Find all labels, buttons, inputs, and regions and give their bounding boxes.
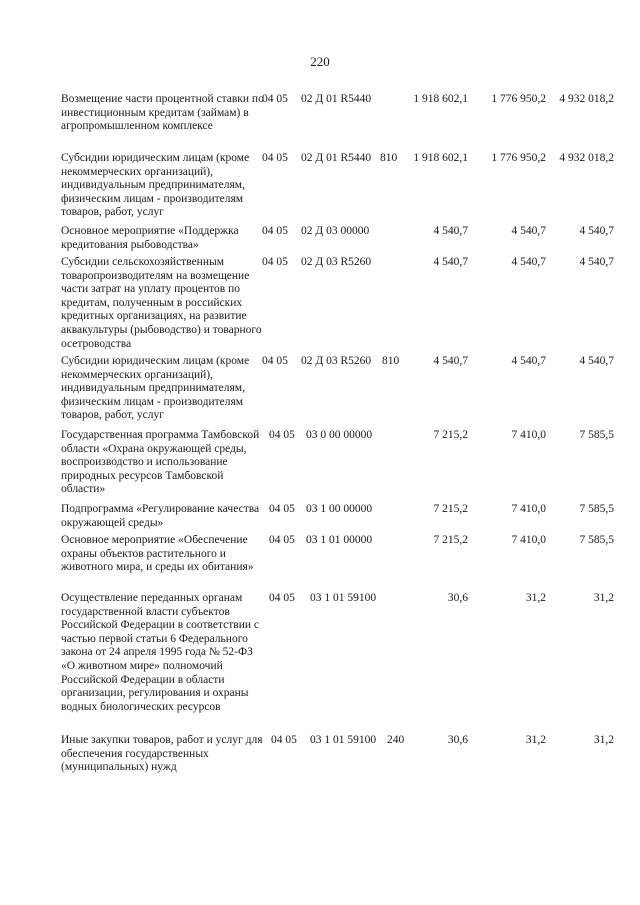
row-section: 04 05 xyxy=(262,225,288,237)
row-value-2: 7 410,0 xyxy=(511,503,546,515)
row-name: Основное мероприятие «Поддержка кредитования рыбоводства» xyxy=(61,225,239,251)
row-value-3: 7 585,5 xyxy=(579,429,614,441)
row-value-3: 31,2 xyxy=(593,592,614,604)
row-name: Осуществление переданных органам государственной власти субъектов Российской Федерации в соответствии с частью первой статьи 6 Федерального закона от 24 апреля 1995 года № 52-ФЗ «О животном мире» полномочий Российской Федерации в области организации, регулирования и охраны водных биологических ресурсов xyxy=(61,592,259,713)
row-value-3: 4 932 018,2 xyxy=(559,152,614,164)
row-value-2: 4 540,7 xyxy=(511,355,546,367)
row-name: Субсидии юридическим лицам (кроме некоммерческих организаций), индивидуальным предпринимателям, физическим лицам - производителям товаров, работ, услуг xyxy=(61,355,250,422)
row-expense-type: 810 xyxy=(382,355,400,367)
row-value-2: 31,2 xyxy=(525,592,546,604)
row-value-3: 4 540,7 xyxy=(579,225,614,237)
row-section: 04 05 xyxy=(262,93,288,105)
row-value-1: 30,6 xyxy=(447,592,468,604)
row-name: Субсидии сельскохозяйственным товаропроизводителям на возмещение части затрат на уплату процентов по кредитам, полученным в российских кредитных организациях, на развитие аквакультуры (рыбоводство) и товарного осетроводства xyxy=(61,256,262,350)
row-section: 04 05 xyxy=(262,256,288,268)
row-value-2: 31,2 xyxy=(525,734,546,746)
row-section: 04 05 xyxy=(269,429,295,441)
row-target-article: 02 Д 03 R5260 xyxy=(301,355,372,367)
row-section: 04 05 xyxy=(269,534,295,546)
row-section: 04 05 xyxy=(271,734,297,746)
row-value-1: 4 540,7 xyxy=(433,225,468,237)
row-name: Возмещение части процентной ставки по инвестиционным кредитам (займам) в агропромышленном комплексе xyxy=(61,93,264,133)
row-value-2: 1 776 950,2 xyxy=(491,152,546,164)
row-value-1: 30,6 xyxy=(447,734,468,746)
row-target-article: 02 Д 01 R5440 xyxy=(301,93,372,105)
row-section: 04 05 xyxy=(262,152,288,164)
row-value-1: 7 215,2 xyxy=(433,503,468,515)
row-name: Субсидии юридическим лицам (кроме некоммерческих организаций), индивидуальным предпринимателям, физическим лицам - производителям товаров, работ, услуг xyxy=(61,152,250,219)
row-value-1: 4 540,7 xyxy=(433,355,468,367)
row-target-article: 03 1 01 59100 xyxy=(310,734,377,746)
page-number: 220 xyxy=(310,54,330,69)
row-expense-type: 810 xyxy=(380,152,398,164)
row-expense-type: 240 xyxy=(387,734,405,746)
row-value-2: 7 410,0 xyxy=(511,534,546,546)
row-value-2: 4 540,7 xyxy=(511,225,546,237)
row-value-2: 7 410,0 xyxy=(511,429,546,441)
row-section: 04 05 xyxy=(269,503,295,515)
row-value-3: 7 585,5 xyxy=(579,503,614,515)
row-value-2: 4 540,7 xyxy=(511,256,546,268)
row-value-3: 4 540,7 xyxy=(579,355,614,367)
row-target-article: 03 1 01 59100 xyxy=(310,592,377,604)
row-value-3: 7 585,5 xyxy=(579,534,614,546)
row-name: Подпрограмма «Регулирование качества окружающей среды» xyxy=(61,503,260,529)
row-target-article: 03 1 00 00000 xyxy=(306,503,373,515)
row-target-article: 03 1 01 00000 xyxy=(306,534,373,546)
row-value-3: 4 932 018,2 xyxy=(559,93,614,105)
row-name: Иные закупки товаров, работ и услуг для обеспечения государственных (муниципальных) нужд xyxy=(61,734,263,774)
row-value-1: 7 215,2 xyxy=(433,429,468,441)
row-value-3: 31,2 xyxy=(593,734,614,746)
row-target-article: 02 Д 03 R5260 xyxy=(301,256,372,268)
row-value-1: 7 215,2 xyxy=(433,534,468,546)
row-value-3: 4 540,7 xyxy=(579,256,614,268)
row-section: 04 05 xyxy=(269,592,295,604)
row-target-article: 02 Д 01 R5440 xyxy=(301,152,372,164)
row-value-1: 1 918 602,1 xyxy=(413,152,468,164)
row-value-1: 1 918 602,1 xyxy=(413,93,468,105)
row-value-1: 4 540,7 xyxy=(433,256,468,268)
row-target-article: 02 Д 03 00000 xyxy=(301,225,370,237)
row-name: Государственная программа Тамбовской области «Охрана окружающей среды, воспроизводство и использование природных ресурсов Тамбовской области» xyxy=(61,429,260,496)
row-target-article: 03 0 00 00000 xyxy=(306,429,373,441)
row-name: Основное мероприятие «Обеспечение охраны объектов растительного и животного мира, и среды их обитания» xyxy=(61,534,254,574)
row-section: 04 05 xyxy=(262,355,288,367)
row-value-2: 1 776 950,2 xyxy=(491,93,546,105)
